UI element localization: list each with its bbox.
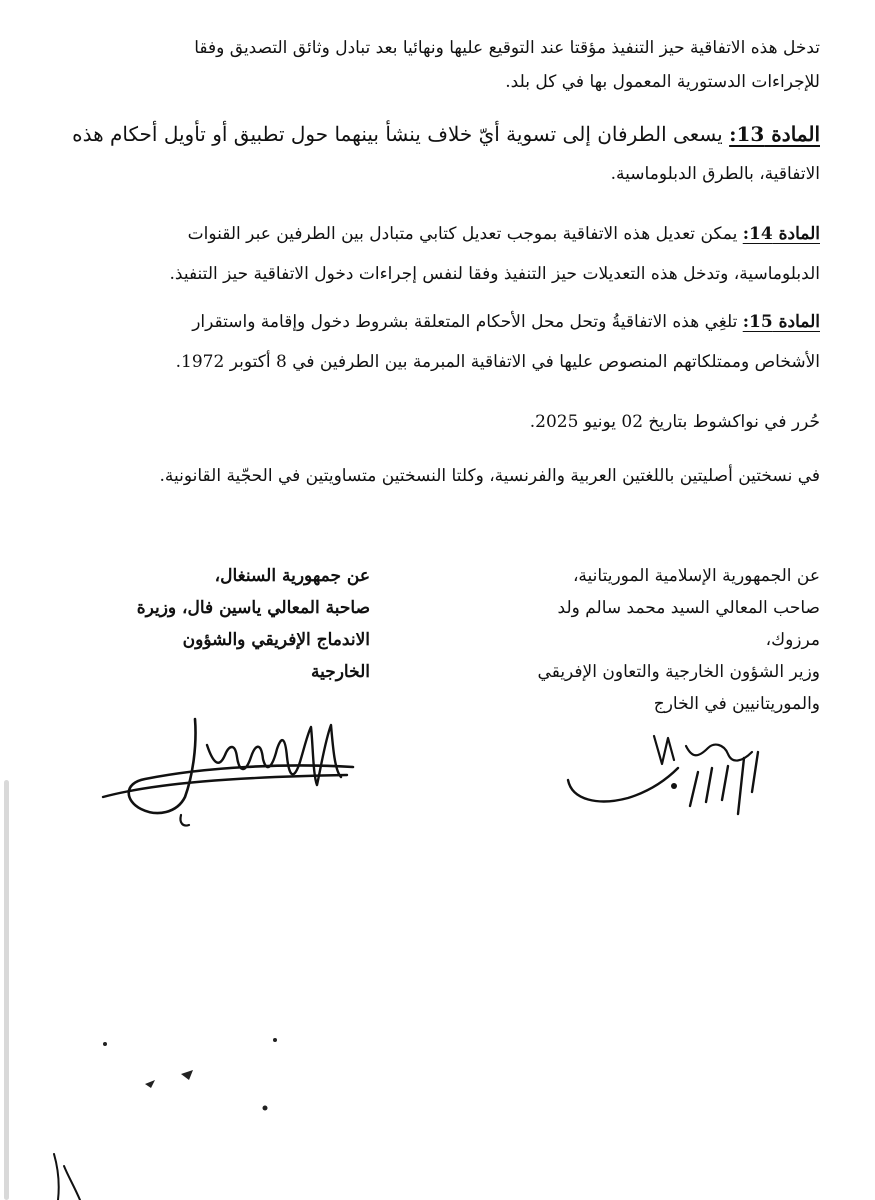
article-15-text-1: تلغِي هذه الاتفاقيةُ وتحل محل الأحكام المتعلقة بشروط دخول وإقامة واستقرار (192, 312, 738, 332)
senegal-line-1: عن جمهورية السنغال، (214, 566, 370, 586)
mauritania-line-5: والموريتانيين في الخارج (653, 694, 820, 714)
article-14-line-2: الدبلوماسية، وتدخل هذه التعديلات حيز التنفيذ وفقا لنفس إجراءات دخول الاتفاقية حيز التنفيذ. (169, 264, 820, 284)
article-13-line-1 (60, 114, 820, 154)
article-14-text-1: يمكن تعديل هذه الاتفاقية بموجب تعديل كتابي متبادل بين الطرفين عبر القنوات (187, 224, 738, 244)
intro-paragraph (60, 28, 820, 102)
senegal-handwritten-signature (85, 705, 375, 845)
article-13-line-2: الاتفاقية، بالطرق الدبلوماسية. (610, 164, 820, 184)
corner-mark (40, 1148, 90, 1200)
senegal-line-2: صاحبة المعالي ياسين فال، وزيرة (136, 598, 370, 618)
article-14-line-1 (60, 214, 820, 254)
article-15-line-2: الأشخاص وممتلكاتهم المنصوص عليها في الاتفاقية المبرمة بين الطرفين في 8 أكتوبر 1972. (175, 352, 820, 372)
mauritania-line-2: صاحب المعالي السيد محمد سالم ولد (557, 598, 820, 618)
mauritania-line-3: مرزوك، (765, 630, 820, 650)
senegal-line-4: الخارجية (310, 662, 370, 682)
article-14 (60, 214, 820, 294)
mauritania-line-4: وزير الشؤون الخارجية والتعاون الإفريقي (537, 662, 820, 682)
article-15-label: المادة 15: (742, 312, 820, 332)
article-13-label: المادة 13: (729, 122, 820, 146)
intro-line-1: تدخل هذه الاتفاقية حيز التنفيذ مؤقتا عند التوقيع عليها ونهائيا بعد تبادل وثائق التصديق وفقا (194, 38, 820, 58)
article-15 (60, 302, 820, 382)
senegal-line-3: الاندماج الإفريقي والشؤون (182, 630, 370, 650)
article-13-text-1: يسعى الطرفان إلى تسوية أيّ خلاف ينشأ بينهما حول تطبيق أو تأويل أحكام هذه (72, 122, 723, 146)
signatory-mauritania (460, 560, 820, 720)
signatory-senegal (70, 560, 370, 688)
done-at-line: حُرر في نواكشوط بتاريخ 02 يونيو 2025. (529, 412, 820, 432)
ink-specks (95, 1030, 315, 1120)
copies-line: في نسختين أصليتين باللغتين العربية والفرنسية، وكلتا النسختين متساويتين في الحجّية القانونية. (159, 466, 820, 486)
article-14-label: المادة 14: (742, 224, 820, 244)
article-15-line-1 (60, 302, 820, 342)
article-13 (60, 114, 820, 194)
intro-line-2: للإجراءات الدستورية المعمول بها في كل بلد. (505, 72, 820, 92)
scrollbar-track[interactable] (4, 780, 9, 1200)
mauritania-line-1: عن الجمهورية الإسلامية الموريتانية، (572, 566, 820, 586)
mauritania-handwritten-signature (558, 728, 788, 828)
